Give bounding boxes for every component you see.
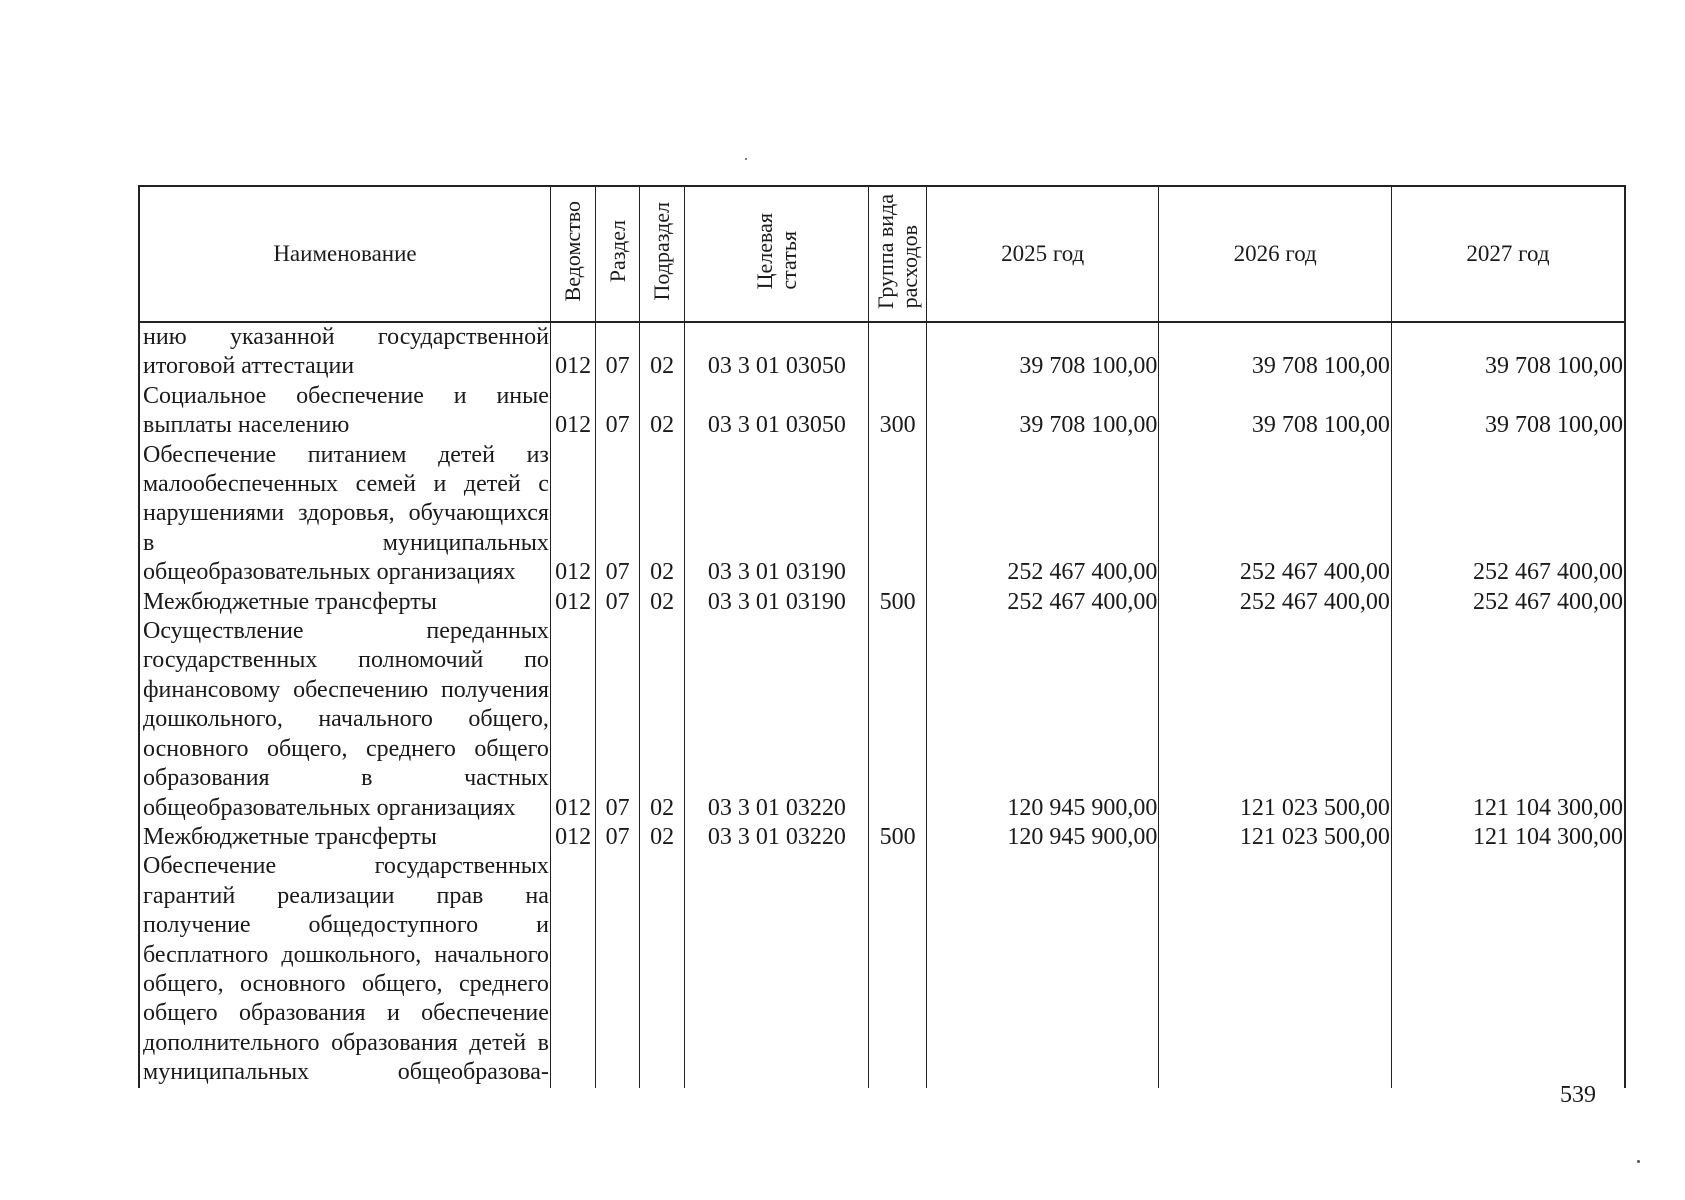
row-amount-2027: 252 467 400,00	[1391, 441, 1625, 588]
row-target-article	[685, 852, 869, 1087]
row-amount-2027	[1391, 852, 1625, 1087]
table-body	[139, 322, 1625, 1088]
row-amount-2025: 39 708 100,00	[926, 382, 1159, 441]
row-target-article: 03 3 01 03050	[685, 382, 869, 441]
row-name: Социальное обеспечение и иные выплаты населению	[139, 382, 550, 441]
row-subsection: 02	[639, 588, 684, 617]
table-row	[139, 823, 1625, 852]
row-section: 07	[596, 588, 639, 617]
row-subsection	[639, 852, 684, 1087]
header-section	[596, 186, 639, 322]
row-name: Обеспечение питанием детей из малообеспеченных семей и детей с нарушениями здоровья, обучающихся в муниципальных общеобразовательных организациях	[139, 441, 550, 588]
header-target-line2: статья	[775, 230, 801, 290]
header-expense-type	[869, 186, 927, 322]
row-amount-2026: 252 467 400,00	[1159, 441, 1392, 588]
row-name: Обеспечение государственных гарантий реализации прав на получение общедоступного и бесплатного дошкольного, начального общего, основного общего, среднего общего образования и обеспечение дополнительного образования детей в муниципальных общеобразова-	[139, 852, 550, 1087]
row-expense-type	[869, 617, 927, 823]
row-amount-2027: 252 467 400,00	[1391, 588, 1625, 617]
row-expense-type: 300	[869, 382, 927, 441]
row-amount-2026	[1159, 852, 1392, 1087]
row-target-article: 03 3 01 03190	[685, 588, 869, 617]
row-department: 012	[550, 322, 595, 382]
row-amount-2027: 121 104 300,00	[1391, 823, 1625, 852]
row-expense-type: 500	[869, 823, 927, 852]
row-amount-2027: 39 708 100,00	[1391, 322, 1625, 382]
header-target-article	[685, 186, 869, 322]
row-amount-2026: 121 023 500,00	[1159, 617, 1392, 823]
row-expense-type	[869, 441, 927, 588]
row-amount-2026: 39 708 100,00	[1159, 382, 1392, 441]
table-row	[139, 382, 1625, 441]
row-amount-2026: 39 708 100,00	[1159, 322, 1392, 382]
row-amount-2025: 39 708 100,00	[926, 322, 1159, 382]
header-department	[550, 186, 595, 322]
header-section-label: Раздел	[604, 219, 630, 283]
header-year-2025: 2025 год	[926, 186, 1159, 322]
header-year-2027: 2027 год	[1391, 186, 1625, 322]
row-section: 07	[596, 322, 639, 382]
header-exptype-line2: расходов	[896, 225, 922, 309]
row-department: 012	[550, 441, 595, 588]
header-subsection	[639, 186, 684, 322]
row-section: 07	[596, 382, 639, 441]
row-subsection: 02	[639, 823, 684, 852]
table-row	[139, 617, 1625, 823]
scan-speck	[1637, 1160, 1640, 1163]
row-amount-2025	[926, 852, 1159, 1087]
row-amount-2026: 121 023 500,00	[1159, 823, 1392, 852]
row-expense-type	[869, 852, 927, 1087]
row-name: нию указанной государственной итоговой аттестации	[139, 322, 550, 382]
row-department: 012	[550, 823, 595, 852]
row-amount-2026: 252 467 400,00	[1159, 588, 1392, 617]
row-amount-2025: 120 945 900,00	[926, 617, 1159, 823]
row-amount-2027: 121 104 300,00	[1391, 617, 1625, 823]
row-department: 012	[550, 382, 595, 441]
row-subsection: 02	[639, 441, 684, 588]
row-target-article: 03 3 01 03220	[685, 617, 869, 823]
row-department	[550, 852, 595, 1087]
row-target-article: 03 3 01 03050	[685, 322, 869, 382]
row-target-article: 03 3 01 03220	[685, 823, 869, 852]
header-subsection-label: Подраздел	[649, 201, 675, 301]
row-target-article: 03 3 01 03190	[685, 441, 869, 588]
row-section: 07	[596, 823, 639, 852]
budget-table	[138, 185, 1626, 1088]
row-expense-type: 500	[869, 588, 927, 617]
header-exptype-line1: Группа вида	[872, 193, 898, 309]
table-header	[139, 186, 1625, 322]
header-target-line1: Целевая	[751, 212, 777, 290]
row-subsection: 02	[639, 382, 684, 441]
row-section: 07	[596, 617, 639, 823]
row-subsection: 02	[639, 617, 684, 823]
row-subsection: 02	[639, 322, 684, 382]
scan-speck	[745, 158, 747, 160]
row-amount-2025: 252 467 400,00	[926, 588, 1159, 617]
row-department: 012	[550, 617, 595, 823]
page-number: 539	[1560, 1082, 1596, 1108]
table-row	[139, 441, 1625, 588]
row-amount-2025: 252 467 400,00	[926, 441, 1159, 588]
table-row	[139, 588, 1625, 617]
row-section	[596, 852, 639, 1087]
header-year-2026: 2026 год	[1159, 186, 1392, 322]
row-section: 07	[596, 441, 639, 588]
row-name: Межбюджетные трансферты	[139, 823, 550, 852]
table-row	[139, 322, 1625, 382]
row-amount-2027: 39 708 100,00	[1391, 382, 1625, 441]
row-name: Межбюджетные трансферты	[139, 588, 550, 617]
row-expense-type	[869, 322, 927, 382]
row-department: 012	[550, 588, 595, 617]
table-row	[139, 852, 1625, 1087]
header-name: Наименование	[139, 186, 550, 322]
row-name: Осуществление переданных государственных полномочий по финансовому обеспечению получения дошкольного, начального общего, основного общего, среднего общего образования в частных общеобразовательных организациях	[139, 617, 550, 823]
header-department-label: Ведомство	[560, 200, 586, 302]
row-amount-2025: 120 945 900,00	[926, 823, 1159, 852]
